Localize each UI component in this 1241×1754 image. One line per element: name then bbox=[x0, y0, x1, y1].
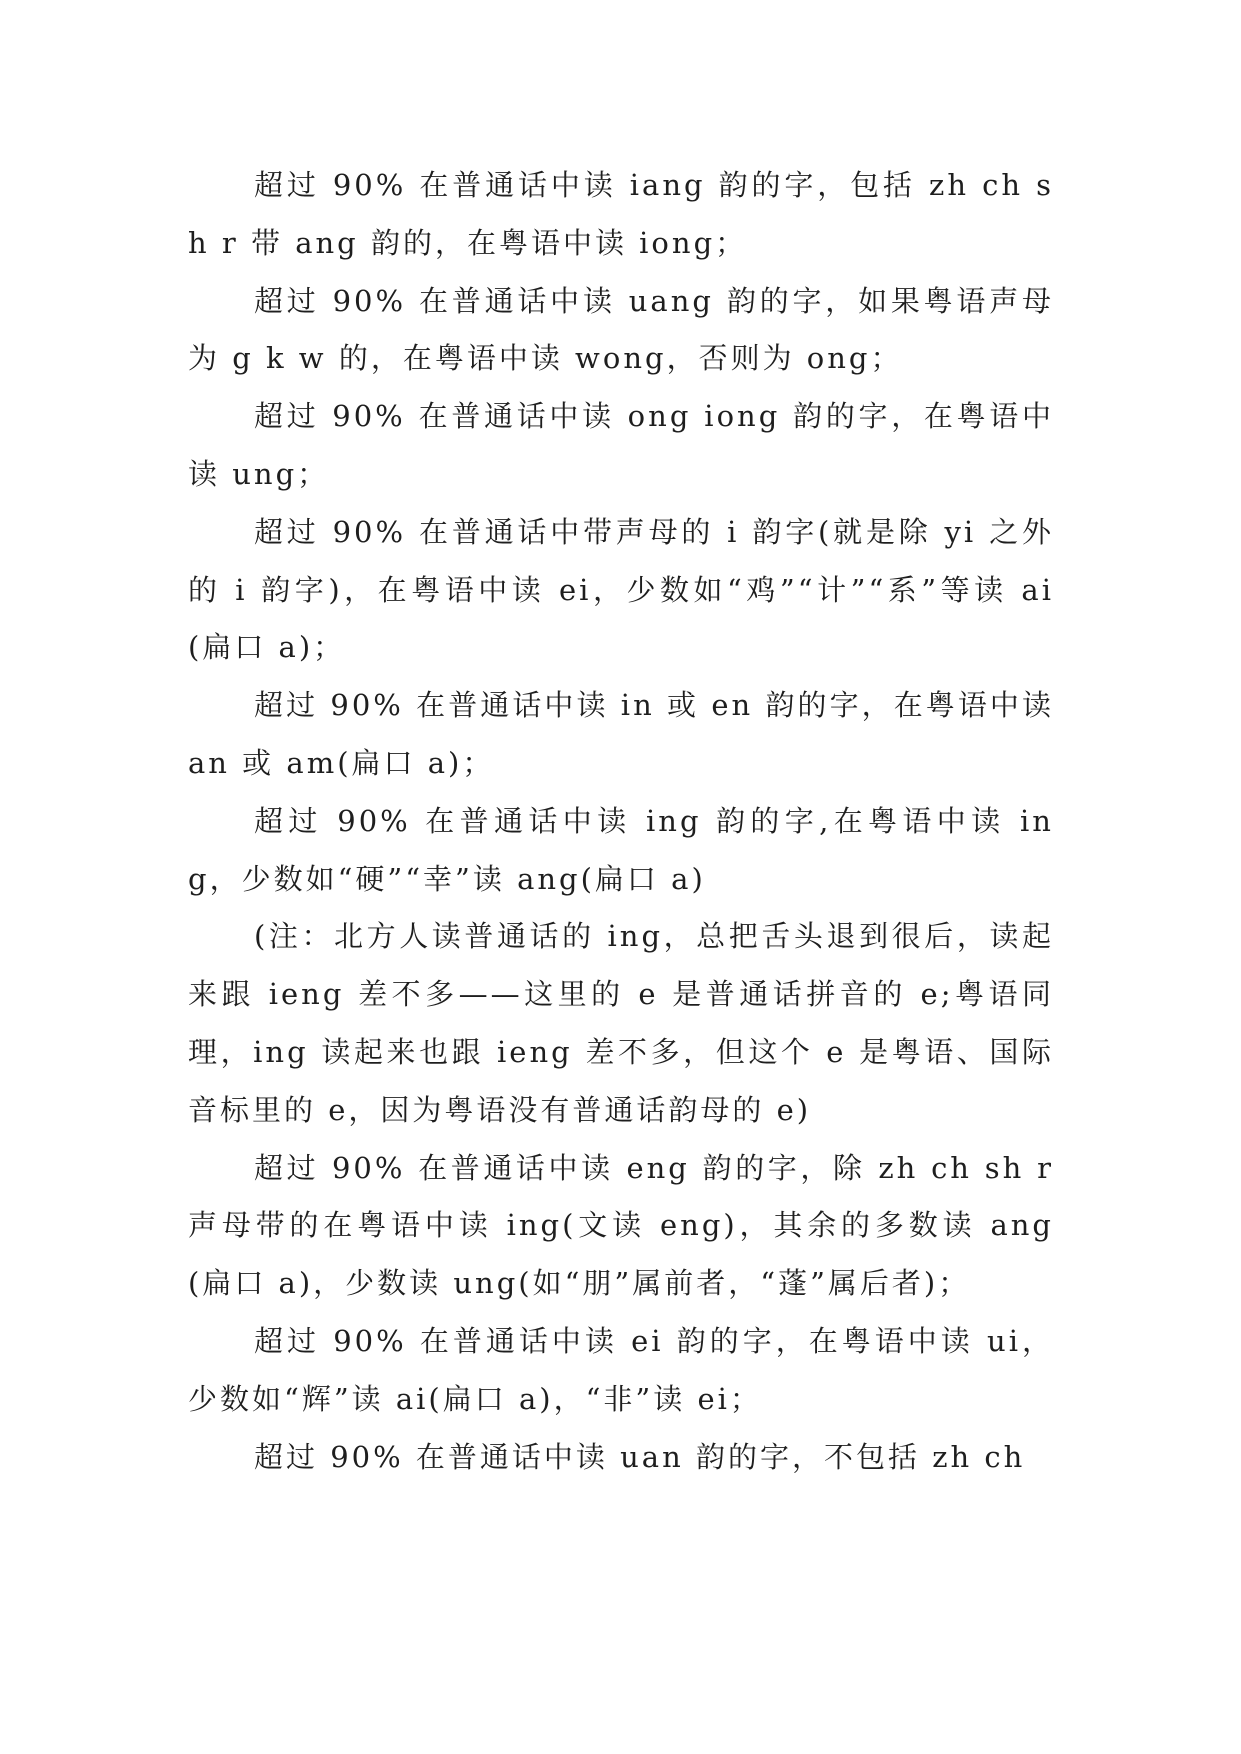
paragraph: 超过 90% 在普通话中读 ei 韵的字，在粤语中读 ui，少数如“辉”读 ai(扁口 a)，“非”读 ei； bbox=[188, 1323, 1054, 1416]
document-body bbox=[188, 157, 1054, 1486]
paragraph: 超过 90% 在普通话中读 iang 韵的字，包括 zh ch sh r 带 ang 韵的，在粤语中读 iong； bbox=[188, 168, 1054, 260]
paragraph: 超过 90% 在普通话中读 ing 韵的字,在粤语中读 ing，少数如“硬”“幸”读 ang(扁口 a) bbox=[188, 803, 1054, 896]
paragraph: 超过 90% 在普通话中读 uan 韵的字，不包括 zh ch bbox=[254, 1439, 1026, 1474]
paragraph: 超过 90% 在普通话中读 uang 韵的字，如果粤语声母为 g k w 的，在粤语中读 wong，否则为 ong； bbox=[188, 283, 1054, 376]
paragraph: 超过 90% 在普通话中读 eng 韵的字，除 zh ch sh r 声母带的在粤语中读 ing(文读 eng)，其余的多数读 ang(扁口 a)，少数读 ung(如“朋”属前者，“蓬”属后者)； bbox=[188, 1150, 1054, 1301]
paragraph: 超过 90% 在普通话中带声母的 i 韵字(就是除 yi 之外的 i 韵字)，在粤语中读 ei，少数如“鸡”“计”“系”等读 ai(扁口 a)； bbox=[188, 514, 1054, 665]
paragraph: 超过 90% 在普通话中读 ong iong 韵的字，在粤语中读 ung； bbox=[188, 399, 1054, 491]
note-paragraph: (注：北方人读普通话的 ing，总把舌头退到很后，读起来跟 ieng 差不多——这里的 e 是普通话拼音的 e;粤语同理，ing 读起来也跟 ieng 差不多，但这个 e 是粤语、国际音标里的 e，因为粤语没有普通话韵母的 e) bbox=[188, 919, 1054, 1127]
paragraph: 超过 90% 在普通话中读 in 或 en 韵的字，在粤语中读 an 或 am(扁口 a)； bbox=[188, 688, 1054, 780]
